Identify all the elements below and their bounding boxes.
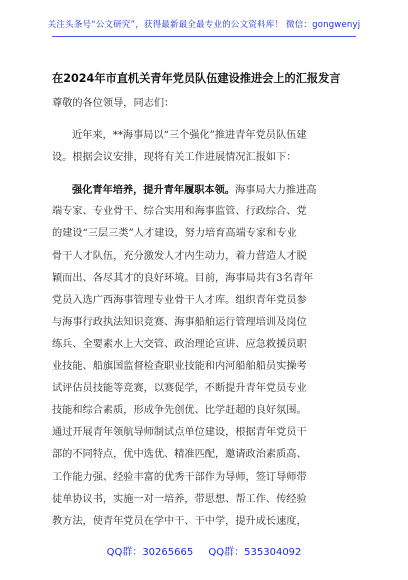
body-line-5: 党员入选广西海事管理专业骨干人才库。组织青年党员参 <box>52 294 307 306</box>
salutation: 尊敬的各位领导，同志们： <box>52 98 175 109</box>
qq-group-2: QQ群：535304092 <box>208 547 302 558</box>
body-line-1: 端专家、专业骨干、综合实用和海事监管、行政综合、党 <box>52 206 307 218</box>
promo-banner: 关注头条号“公文研究”，获得最新最全最专业的公文资料库！ 微信：gongwenyj <box>47 20 361 30</box>
body-line-14: 徒单协议书，实施一对一培养，带思想、帮工作、传经验 <box>52 493 307 505</box>
body-line-13: 工作能力强、经验丰富的优秀干部作为导师，签订导师带 <box>52 471 307 483</box>
body-line-10: 技能和综合素质，形成争先创优、比学赶超的良好氛围。 <box>52 405 307 417</box>
section-lead-line <box>52 179 358 201</box>
intro-line-2: 设。根据会议安排，现将有关工作进展情况汇报如下： <box>52 152 297 164</box>
document-title: 在2024年市直机关青年党员队伍建设推进会上的汇报发言 <box>52 72 341 85</box>
body-line-9: 试评估员技能等竞赛，以赛促学，不断提升青年党员专业 <box>52 383 307 395</box>
body-line-11: 通过开展青年领航导师制试点单位建设，根据青年党员干 <box>52 427 307 439</box>
body-line-8: 业技能、船旗国监督检查职业技能和内河船舶船员实操考 <box>52 361 307 373</box>
body-line-7: 练兵、全要素水上大交管、政治理论宣讲、应急救援员职 <box>52 338 307 350</box>
header-divider <box>52 36 356 37</box>
body-line-12: 部的不同特点，优中选优、精准匹配，邀请政治素质高、 <box>52 449 307 461</box>
section-lead-heading: 强化青年培养，提升青年履职本领。 <box>72 184 235 197</box>
document-body <box>52 93 358 533</box>
body-line-15: 教方法，使青年党员在学中干、干中学，提升成长速度， <box>52 515 307 527</box>
paragraph-gap <box>52 169 358 179</box>
intro-line-1: 近年来，**海事局以“三个强化”推进青年党员队伍建 <box>72 130 307 142</box>
body-line-6: 与海事行政执法知识竞赛、海事船舶运行管理培训及岗位 <box>52 316 307 328</box>
paragraph-gap <box>52 115 358 125</box>
section-lead-text: 海事局大力推进高 <box>235 185 317 197</box>
footer-contacts <box>0 543 408 558</box>
qq-group-1: QQ群：30265665 <box>106 547 194 558</box>
body-line-3: 骨干人才队伍，充分激发人才内生动力，着力营造人才脱 <box>52 250 307 262</box>
body-line-4: 颖而出、各尽其才的良好环境。目前，海事局共有3名青年 <box>52 272 314 284</box>
body-line-2: 的建设“三层三类”人才建设，努力培育高端专家和专业 <box>52 228 297 240</box>
